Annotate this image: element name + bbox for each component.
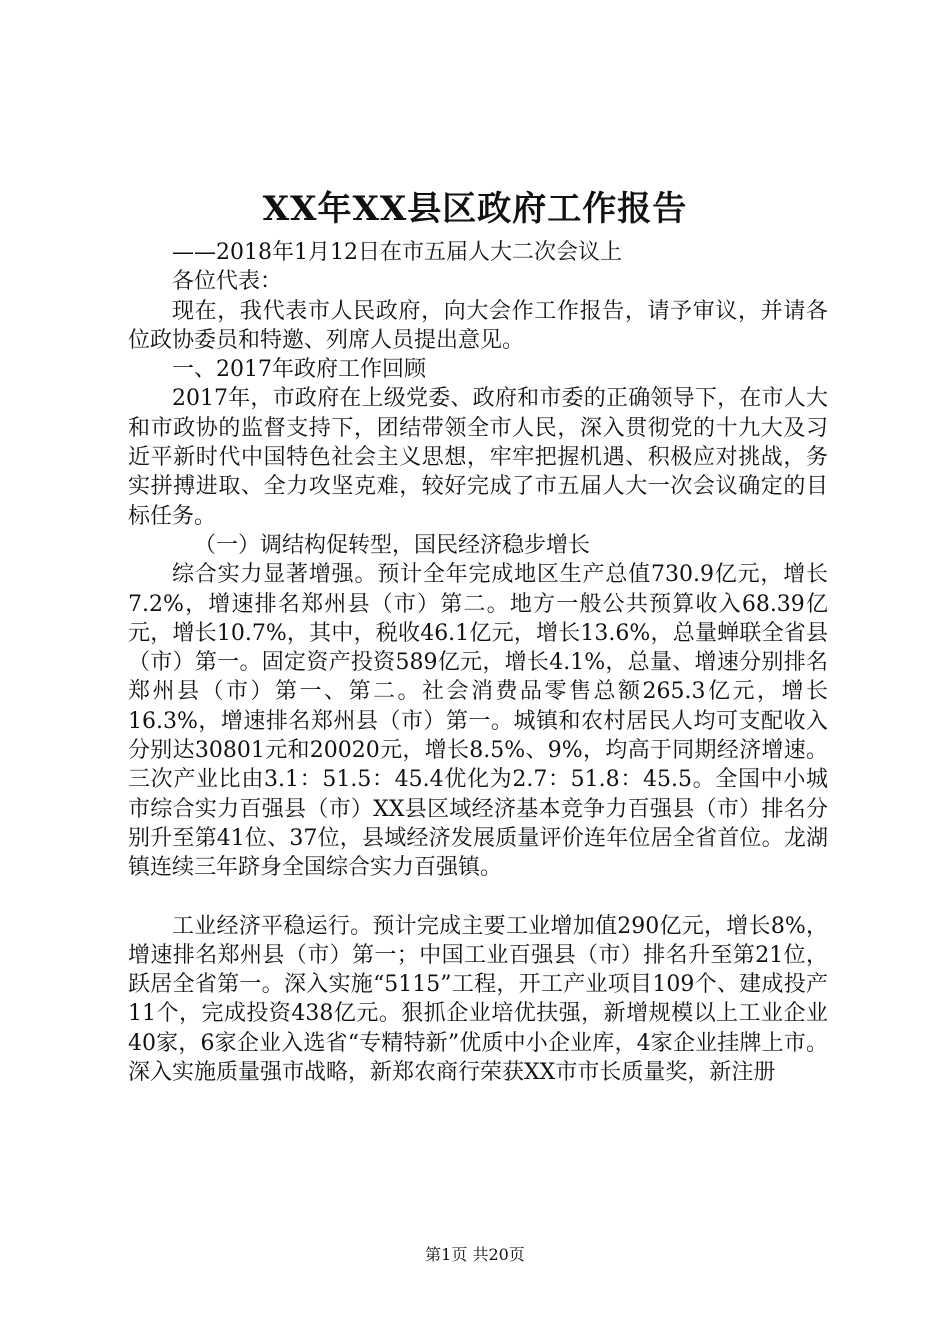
page-title: XX年XX县区政府工作报告 [262, 189, 688, 229]
paragraph-review: 2017年，市政府在上级党委、政府和市委的正确领导下，在市人大和市政协的监督支持下，团结带领全市人民，深入贯彻党的十九大及习近平新时代中国特色社会主义思想，牢牢把握机遇、积极应对挑战，务实拼搏进取、全力攻坚克难，较好完成了市五届人大一次会议确定的目标任务。 [128, 386, 828, 529]
paragraph-intro: 现在，我代表市人民政府，向大会作工作报告，请予审议，并请各位政协委员和特邀、列席人员提出意见。 [128, 298, 828, 353]
subtitle-line: ——2018年1月12日在市五届人大二次会议上 [172, 240, 622, 265]
subsection-heading: （一）调结构促转型，国民经济稳步增长 [194, 532, 591, 558]
salutation: 各位代表： [172, 269, 283, 295]
paragraph-strength: 综合实力显著增强。预计全年完成地区生产总值730.9亿元，增长7.2%，增速排名郑州县（市）第二。地方一般公共预算收入68.39亿元，增长10.7%，其中，税收46.1亿元，增长13.6%，总量蝉联全省县（市）第一。固定资产投资589亿元，增长4.1%，总量、增速分别排名郑州县（市）第一、第二。社会消费品零售总额265.3亿元，增长16.3%，增速排名郑州县（市）第一。城镇和农村居民人均可支配收入分别达30801元和20020元，增长8.5%、9%，均高于同期经济增速。三次产业比由3.1：51.5：45.4优化为2.7：51.8：45.5。全国中小城市综合实力百强县（市）XX县区域经济基本竞争力百强县（市）排名分别升至第41位、37位，县域经济发展质量评价连年位居全省首位。龙湖镇连续三年跻身全国综合实力百强镇。 [128, 562, 828, 881]
page-number-footer: 第1页 共20页 [425, 1245, 525, 1264]
document-body [128, 238, 828, 1087]
section-heading: 一、2017年政府工作回顾 [172, 357, 426, 383]
paragraph-industry: 工业经济平稳运行。预计完成主要工业增加值290亿元，增长8%，增速排名郑州县（市）第一；中国工业百强县（市）排名升至第21位，跃居全省第一。深入实施“5115”工程，开工产业项目109个、建成投产11个，完成投资438亿元。狠抓企业培优扶强，新增规模以上工业企业40家，6家企业入选省“专精特新”优质中小企业库，4家企业挂牌上市。深入实施质量强市战略，新郑农商行荣获XX市市长质量奖，新注册 [128, 913, 828, 1086]
